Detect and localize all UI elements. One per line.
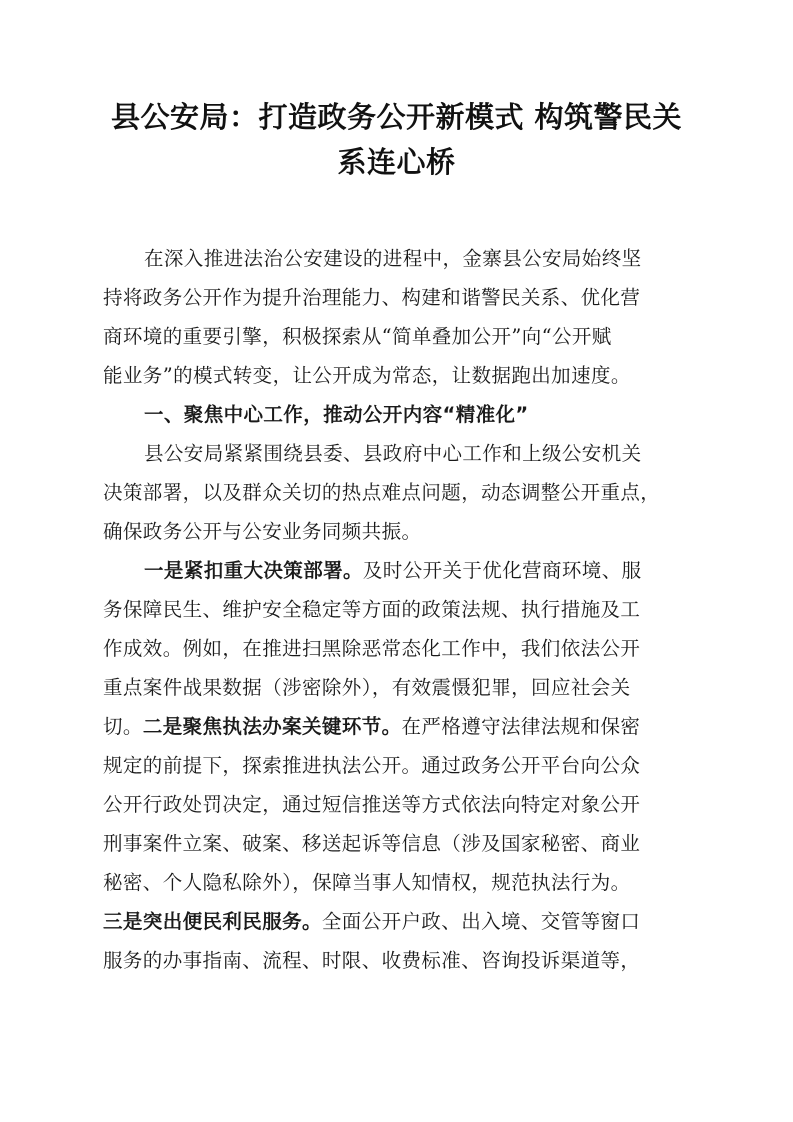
- body-line: 能业务”的模式转变，让公开成为常态，让数据跑出加速度。: [103, 364, 631, 387]
- section-heading: 一、聚焦中心工作，推动公开内容“精准化”: [144, 403, 529, 426]
- body-line: 务保障民生、维护安全稳定等方面的政策法规、执行措施及工: [103, 598, 641, 621]
- body-line: 刑事案件立案、破案、移送起诉等信息（涉及国家秘密、商业: [103, 832, 641, 855]
- body-line: 重点案件战果数据（涉密除外），有效震慑犯罪，回应社会关: [103, 676, 631, 699]
- body-line: 服务的办事指南、流程、时限、收费标准、咨询投诉渠道等，: [103, 949, 641, 972]
- body-line: 县公安局紧紧围绕县委、县政府中心工作和上级公安机关: [144, 442, 642, 465]
- point-label: 一是紧扣重大决策部署。: [144, 559, 363, 582]
- point-text: 在严格遵守法律法规和保密: [401, 715, 641, 738]
- body-line: 作成效。例如，在推进扫黑除恶常态化工作中，我们依法公开: [103, 637, 641, 660]
- body-line: [103, 902, 692, 941]
- point-text: 切。: [103, 715, 143, 738]
- page-title-line-2: 系连心桥: [337, 145, 456, 179]
- point-label: 二是聚焦执法办案关键环节。: [142, 715, 402, 738]
- body-line: 规定的前提下，探索推进执法公开。通过政务公开平台向公众: [103, 754, 641, 777]
- article-body: [103, 239, 692, 980]
- body-line: [103, 707, 692, 746]
- body-line: 在深入推进法治公安建设的进程中，金寨县公安局始终坚: [144, 247, 642, 270]
- point-label: 三是突出便民利民服务。: [103, 910, 322, 933]
- body-line: 商环境的重要引擎，积极探索从“简单叠加公开”向“公开赋: [103, 325, 612, 348]
- page-title-line-1: 县公安局：打造政务公开新模式 构筑警民关: [110, 100, 683, 134]
- body-line: 持将政务公开作为提升治理能力、构建和谐警民关系、优化营: [103, 286, 641, 309]
- point-text: 全面公开户政、出入境、交管等窗口: [321, 910, 641, 933]
- point-text: 及时公开关于优化营商环境、服: [362, 559, 642, 582]
- body-line: 秘密、个人隐私除外），保障当事人知情权，规范执法行为。: [103, 871, 631, 894]
- body-line: 公开行政处罚决定，通过短信推送等方式依法向特定对象公开: [103, 793, 641, 816]
- body-line: [103, 551, 692, 590]
- body-line: 决策部署，以及群众关切的热点难点问题，动态调整公开重点，: [103, 481, 661, 504]
- body-line: 确保政务公开与公安业务同频共振。: [103, 520, 422, 543]
